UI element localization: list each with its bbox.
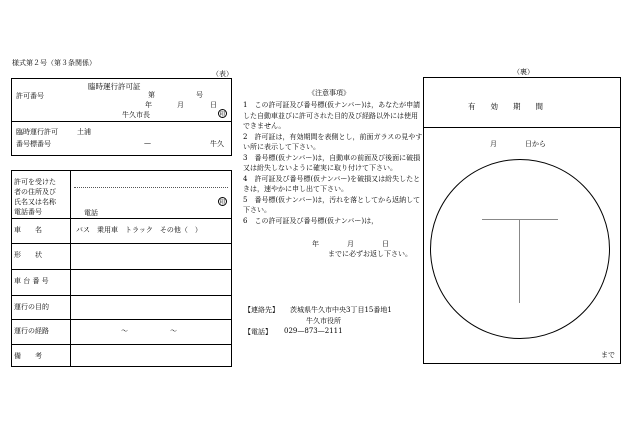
vehicle-name-label: 車 名: [14, 226, 42, 234]
row-divider-1: [11, 218, 232, 219]
applicant-seal: 印: [219, 199, 226, 206]
form-number: 様式第２号（第３条関係）: [12, 59, 96, 67]
vehicle-name-options: バス 乗用車 トラック その他（ ）: [76, 226, 202, 234]
shape-label: 形 状: [14, 251, 42, 259]
route-label: 運行の経路: [14, 327, 49, 335]
plate-city: 牛久: [210, 140, 224, 148]
permit-number-label: 許可番号: [16, 92, 44, 100]
row-divider-5: [11, 319, 232, 320]
plate-label-2: 番号標番号: [16, 140, 51, 148]
applicant-label-3: 氏名又は名称: [14, 198, 56, 206]
permit-title: 臨時運行許可証: [88, 82, 141, 91]
plate-label-1: 臨時運行許可: [16, 128, 58, 136]
permit-divider: [11, 121, 232, 122]
chassis-number-label: 車 台 番 号: [14, 277, 49, 285]
applicant-label-4: 電話番号: [14, 208, 42, 216]
center-mark-vertical: [519, 219, 520, 303]
applicant-label-1: 許可を受けた: [14, 178, 56, 186]
row-divider-3: [11, 269, 232, 270]
notes-list: [243, 100, 423, 226]
row-divider-2: [11, 243, 232, 244]
row-divider-4: [11, 295, 232, 296]
route-value: ～ ～: [121, 327, 177, 335]
plate-dash: —: [144, 139, 151, 147]
contact-label: 【連絡先】: [244, 306, 279, 314]
notes-date-line: 年 月 日: [312, 240, 389, 248]
remarks-label: 備 考: [14, 352, 42, 360]
issuer-name: 牛久市長: [122, 111, 150, 119]
validity-until: まで: [601, 351, 615, 359]
front-side-label: （表）: [212, 70, 233, 78]
back-side-label: （裏）: [513, 68, 534, 76]
note-1: 1 この許可証及び番号標(仮ナンバー)は，あなたが申請した自動車並びに許可された目的及び経路以外には使用できません。: [243, 101, 421, 130]
contact-phone: 029—873—2111: [284, 327, 343, 335]
permit-year: 年: [145, 101, 152, 109]
applicant-dotted-line: [74, 187, 228, 188]
note-2: 2 許可証は，有効期間を表側とし，前面ガラスの見やすい所に表示して下さい。: [243, 132, 423, 151]
plate-prefix: 土浦: [77, 128, 91, 136]
row-divider-6: [11, 344, 232, 345]
issuer-seal: 印: [219, 111, 226, 118]
permit-dai: 第: [148, 91, 155, 99]
note-4: 4 許可証及び番号標(仮ナンバー)を破損又は紛失したときは，速やかに申し出て下さい。: [243, 174, 421, 193]
validity-label: 有 効 期 間: [468, 102, 543, 111]
purpose-label: 運行の目的: [14, 303, 49, 311]
applicant-phone-label: 電話: [84, 209, 98, 217]
applicant-label-2: 者の住所及び: [14, 188, 56, 196]
validity-from: 月 日から: [490, 140, 546, 148]
notes-return-line: までに必ずお返し下さい。: [328, 250, 412, 258]
contact-address: 茨城県牛久市中央3丁目15番地1: [290, 306, 392, 314]
permit-go: 号: [196, 91, 203, 99]
permit-month: 月: [177, 101, 184, 109]
note-6: 6 この許可証及び番号標(仮ナンバー)は，: [243, 216, 379, 225]
note-3: 3 番号標(仮ナンバー)は，自動車の前面及び後面に破損又は紛失しないように確実に取り付けて下さい。: [243, 153, 421, 172]
center-mark-horizontal: [482, 219, 558, 220]
contact-office: 牛久市役所: [306, 317, 341, 325]
notes-heading: 《注意事項》: [308, 89, 350, 97]
validity-divider: [423, 127, 621, 128]
validity-circle: [430, 159, 610, 339]
note-5: 5 番号標(仮ナンバー)は，汚れを落としてから返納して下さい。: [243, 195, 421, 214]
contact-phone-label: 【電話】: [244, 328, 272, 336]
permit-day: 日: [210, 101, 217, 109]
